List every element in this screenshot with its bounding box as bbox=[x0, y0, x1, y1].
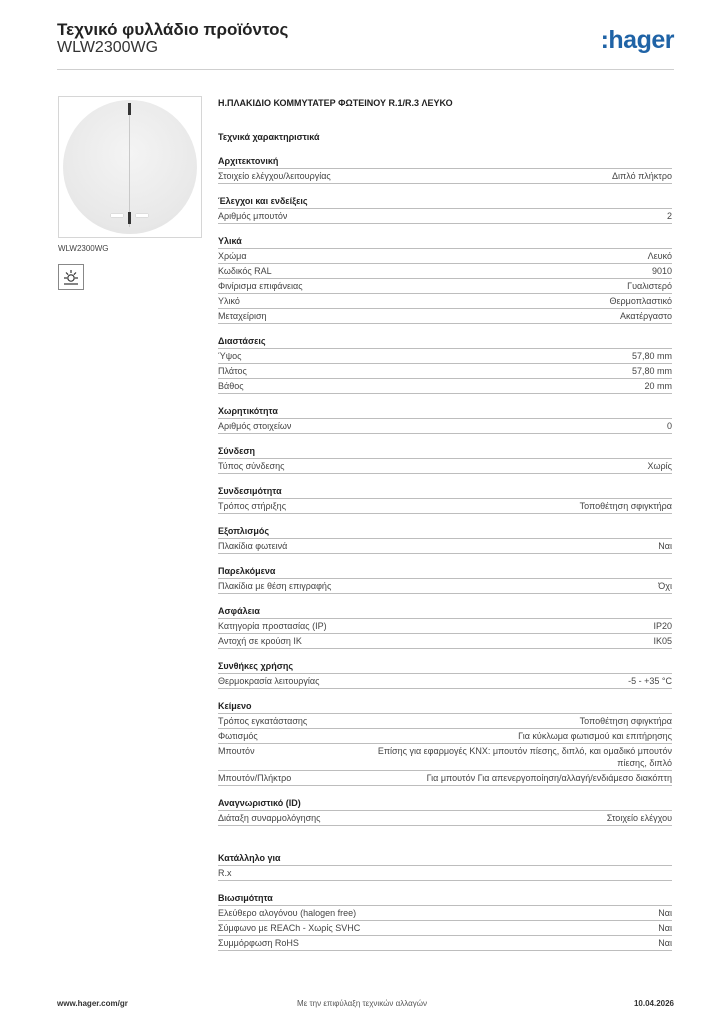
spec-row bbox=[218, 248, 672, 263]
footer-url[interactable]: www.hager.com/gr bbox=[57, 999, 128, 1008]
spec-row bbox=[218, 418, 672, 434]
spec-row bbox=[218, 538, 672, 554]
spec-row bbox=[218, 348, 672, 363]
spec-label: Πλακίδια φωτεινά bbox=[218, 541, 288, 551]
spec-label: Ελεύθερο αλογόνου (halogen free) bbox=[218, 908, 357, 918]
spec-row bbox=[218, 168, 672, 184]
section-title: Έλεγχοι και ενδείξεις bbox=[218, 196, 308, 206]
spec-label: Αντοχή σε κρούση IK bbox=[218, 636, 302, 646]
spec-label: Τύπος σύνδεσης bbox=[218, 461, 285, 471]
spec-value: Τοποθέτηση σφιγκτήρα bbox=[579, 501, 672, 511]
spec-row bbox=[218, 633, 672, 649]
section-title: Σύνδεση bbox=[218, 446, 256, 456]
section-title: Βιωσιμότητα bbox=[218, 893, 273, 903]
spec-value: Ναι bbox=[658, 541, 672, 551]
spec-value: Διπλό πλήκτρο bbox=[612, 171, 672, 181]
spec-row bbox=[218, 363, 672, 378]
spec-label: Συμμόρφωση RoHS bbox=[218, 938, 299, 948]
spec-value: 20 mm bbox=[644, 381, 672, 391]
spec-row bbox=[218, 263, 672, 278]
spec-value: Θερμοπλαστικό bbox=[609, 296, 672, 306]
product-name: Η.ΠΛΑΚΙΔΙΟ ΚΟΜΜΥΤΑΤΕΡ ΦΩΤΕΙΝΟΥ R.1/R.3 ΛΕΥΚΟ bbox=[218, 98, 453, 108]
spec-label: R.x bbox=[218, 868, 232, 878]
spec-section bbox=[218, 565, 672, 594]
spec-section bbox=[218, 485, 672, 514]
spec-row bbox=[218, 920, 672, 935]
tech-specs-heading: Τεχνικά χαρακτηριστικά bbox=[218, 132, 320, 142]
spec-value: Γυαλιστερό bbox=[627, 281, 672, 291]
spec-value: Όχι bbox=[658, 581, 672, 591]
spec-label: Τρόπος εγκατάστασης bbox=[218, 716, 308, 726]
spec-row bbox=[218, 458, 672, 474]
section-title: Ασφάλεια bbox=[218, 606, 260, 616]
spec-section bbox=[218, 405, 672, 434]
spec-section bbox=[218, 700, 672, 786]
spec-value: -5 - +35 °C bbox=[628, 676, 672, 686]
spec-value: Ναι bbox=[658, 938, 672, 948]
section-title: Χωρητικότητα bbox=[218, 406, 278, 416]
spec-value: Ακατέργαστο bbox=[620, 311, 672, 321]
spec-label: Διάταξη συναρμολόγησης bbox=[218, 813, 321, 823]
spec-label: Κατηγορία προστασίας (IP) bbox=[218, 621, 327, 631]
left-indicator-light bbox=[111, 214, 123, 217]
section-title: Κατάλληλο για bbox=[218, 853, 281, 863]
product-image bbox=[58, 96, 202, 238]
spec-label: Κωδικός RAL bbox=[218, 266, 272, 276]
product-code: WLW2300WG bbox=[57, 39, 159, 56]
rocker-split-line bbox=[129, 105, 130, 227]
spec-value: Ναι bbox=[658, 908, 672, 918]
spec-section bbox=[218, 235, 672, 324]
spec-row bbox=[218, 293, 672, 308]
spec-section bbox=[218, 155, 672, 184]
spec-label: Σύμφωνο με REACh - Χωρίς SVHC bbox=[218, 923, 361, 933]
spec-row bbox=[218, 935, 672, 951]
spec-row bbox=[218, 810, 672, 826]
spec-row bbox=[218, 618, 672, 633]
spec-row bbox=[218, 673, 672, 689]
spec-label: Μεταχείριση bbox=[218, 311, 267, 321]
spec-row bbox=[218, 743, 672, 770]
spec-section bbox=[218, 335, 672, 394]
spec-sections bbox=[218, 155, 672, 951]
right-indicator-light bbox=[136, 214, 148, 217]
spec-section bbox=[218, 525, 672, 554]
spec-label: Πλακίδια με θέση επιγραφής bbox=[218, 581, 332, 591]
spec-label: Στοιχείο ελέγχου/λειτουργίας bbox=[218, 171, 331, 181]
spec-label: Φωτισμός bbox=[218, 731, 258, 741]
spec-section bbox=[218, 605, 672, 649]
section-title: Κείμενο bbox=[218, 701, 252, 711]
spec-value: 57,80 mm bbox=[631, 366, 672, 376]
spec-section bbox=[218, 852, 672, 881]
spec-row bbox=[218, 865, 672, 881]
spec-value: Ναι bbox=[658, 923, 672, 933]
spec-row bbox=[218, 905, 672, 920]
section-title: Διαστάσεις bbox=[218, 336, 266, 346]
spec-label: Ύψος bbox=[218, 351, 242, 361]
spec-row bbox=[218, 308, 672, 324]
section-title: Συνθήκες χρήσης bbox=[218, 661, 294, 671]
bottom-marker bbox=[128, 212, 131, 224]
spec-value: 0 bbox=[666, 421, 672, 431]
spec-value: Λευκό bbox=[647, 251, 672, 261]
spec-label: Υλικό bbox=[218, 296, 240, 306]
spec-value: 57,80 mm bbox=[631, 351, 672, 361]
spec-value: IK05 bbox=[653, 636, 672, 646]
spec-label: Χρώμα bbox=[218, 251, 247, 261]
section-title: Συνδεσιμότητα bbox=[218, 486, 282, 496]
section-title: Αρχιτεκτονική bbox=[218, 156, 279, 166]
spec-label: Τρόπος στήριξης bbox=[218, 501, 287, 511]
hager-logo: :hager bbox=[600, 26, 674, 54]
spec-value: Επίσης για εφαρμογές KNX: μπουτόν πίεσης, διπλό, και ομαδικό μπουτόν πίεσης, διπλό bbox=[377, 746, 672, 768]
footer-note: Με την επιφύλαξη τεχνικών αλλαγών bbox=[297, 999, 427, 1008]
document-title: Τεχνικό φυλλάδιο προϊόντος bbox=[57, 20, 289, 39]
spec-row bbox=[218, 713, 672, 728]
header-divider bbox=[57, 69, 674, 70]
spec-label: Αριθμός στοιχείων bbox=[218, 421, 292, 431]
spec-value: 2 bbox=[666, 211, 672, 221]
spec-section bbox=[218, 797, 672, 826]
section-title: Παρελκόμενα bbox=[218, 566, 276, 576]
spec-value: Στοιχείο ελέγχου bbox=[606, 813, 672, 823]
section-title: Εξοπλισμός bbox=[218, 526, 270, 536]
spec-row bbox=[218, 770, 672, 786]
light-icon bbox=[58, 264, 84, 290]
spec-value: Τοποθέτηση σφιγκτήρα bbox=[579, 716, 672, 726]
spec-label: Πλάτος bbox=[218, 366, 247, 376]
spec-label: Αριθμός μπουτόν bbox=[218, 211, 288, 221]
spec-value: Για κύκλωμα φωτισμού και επιτήρησης bbox=[518, 731, 672, 741]
spec-row bbox=[218, 278, 672, 293]
spec-content bbox=[218, 96, 672, 951]
spec-row bbox=[218, 378, 672, 394]
spec-value: Χωρίς bbox=[647, 461, 672, 471]
top-marker bbox=[128, 103, 131, 115]
spec-row bbox=[218, 208, 672, 224]
spec-label: Βάθος bbox=[218, 381, 244, 391]
section-title: Υλικά bbox=[218, 236, 242, 246]
spec-section bbox=[218, 445, 672, 474]
section-title: Αναγνωριστικό (ID) bbox=[218, 798, 301, 808]
spec-value: IP20 bbox=[653, 621, 672, 631]
spec-value: Για μπουτόν Για απενεργοποίηση/αλλαγή/ενδιάμεσο διακόπτη bbox=[426, 773, 672, 783]
spec-section bbox=[218, 660, 672, 689]
spec-value: 9010 bbox=[651, 266, 672, 276]
spec-section bbox=[218, 195, 672, 224]
spec-section bbox=[218, 892, 672, 951]
spec-label: Θερμοκρασία λειτουργίας bbox=[218, 676, 320, 686]
spec-label: Φινίρισμα επιφάνειας bbox=[218, 281, 303, 291]
footer-date: 10.04.2026 bbox=[633, 999, 674, 1008]
spec-row bbox=[218, 728, 672, 743]
spec-row bbox=[218, 498, 672, 514]
spec-label: Μπουτόν bbox=[218, 746, 255, 756]
spec-row bbox=[218, 578, 672, 594]
logo-text: hager bbox=[608, 26, 674, 54]
image-caption: WLW2300WG bbox=[58, 244, 109, 253]
spec-label: Μπουτόν/Πλήκτρο bbox=[218, 773, 292, 783]
